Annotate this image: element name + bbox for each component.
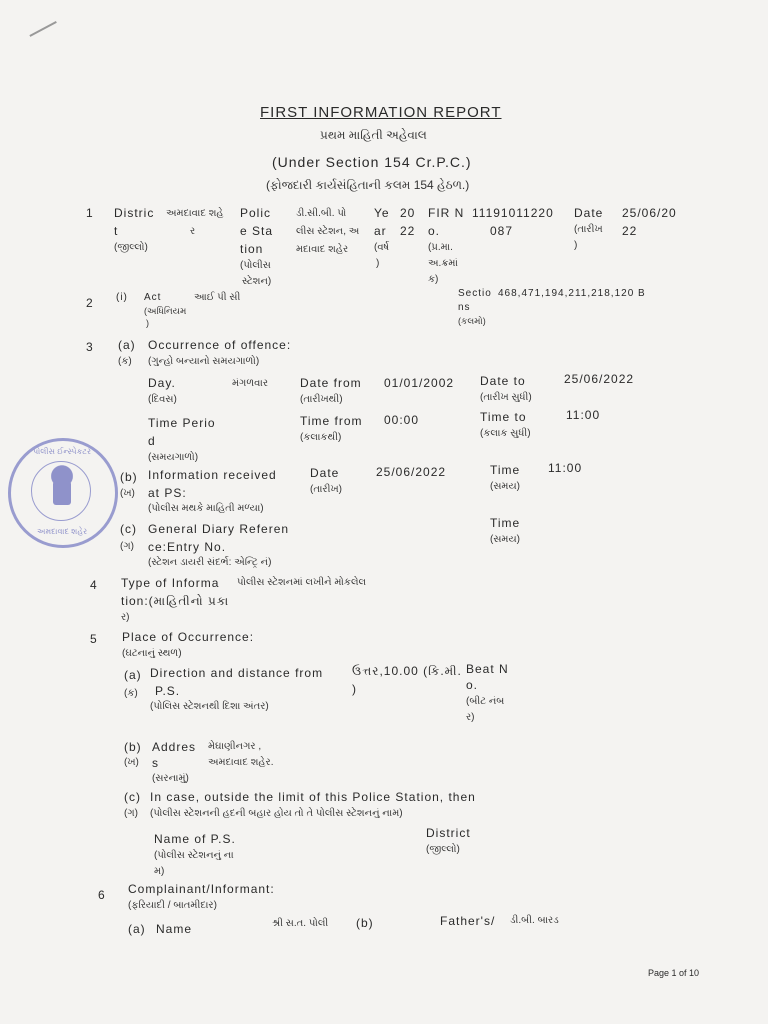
diary-reference-label: General Diary Referen bbox=[148, 522, 290, 536]
sub-label: (c) bbox=[124, 790, 141, 804]
sub-label: (b) bbox=[124, 740, 142, 754]
info-type-label: ર) bbox=[121, 612, 130, 623]
year-label: ar bbox=[374, 224, 387, 238]
time-from-label-gu: (કલાકથી) bbox=[300, 432, 342, 443]
time-to-label: Time to bbox=[480, 410, 527, 424]
sub-label-gu: (ગ) bbox=[120, 541, 134, 552]
time-period-label-gu: (સમયગાળો) bbox=[148, 452, 199, 463]
sections-label: Sectio bbox=[458, 288, 492, 299]
row-number: 2 bbox=[86, 296, 94, 310]
sub-label-gu: (ક) bbox=[124, 688, 138, 699]
info-received-label-gu: (પોલીસ મથકે માહિતી મળ્યા) bbox=[148, 503, 264, 514]
police-seal-stamp bbox=[8, 438, 118, 548]
info-received-label: at PS: bbox=[148, 486, 187, 500]
sub-label: (a) bbox=[128, 922, 146, 936]
police-station-value: લીસ સ્ટેશન, અ bbox=[296, 226, 360, 237]
sub-label-gu: (ખ) bbox=[124, 757, 139, 768]
time-from-label: Time from bbox=[300, 414, 363, 428]
sub-label-gu: (ગ) bbox=[124, 808, 138, 819]
direction-label-gu: (પોલિસ સ્ટેશનથી દિશા અંતર) bbox=[150, 701, 269, 712]
info-received-label: Information received bbox=[148, 468, 277, 482]
day-label-gu: (દિવસ) bbox=[148, 394, 177, 405]
fir-no-label: FIR N bbox=[428, 206, 465, 220]
received-time-value: 11:00 bbox=[548, 461, 583, 475]
time-period-label: Time Perio bbox=[148, 416, 216, 430]
fir-no-value: 087 bbox=[490, 224, 514, 238]
direction-value: ઉત્તર,10.00 (કિ.મી. bbox=[352, 664, 462, 678]
direction-label: Direction and distance from bbox=[150, 666, 324, 680]
section-subtitle-gujarati: (ફોજદારી કાર્યસંહિતાની કલમ 154 હેઠળ.) bbox=[266, 178, 470, 192]
seal-text: પોલીસ ઈન્સ્પેકટર bbox=[33, 447, 92, 456]
year-label: Ye bbox=[374, 206, 390, 220]
ps-name-label: Name of P.S. bbox=[154, 832, 236, 846]
pen-mark bbox=[29, 21, 56, 36]
address-label-gu: (સરનામું) bbox=[152, 773, 189, 784]
date-to-label: Date to bbox=[480, 374, 526, 388]
diary-time-label: Time bbox=[490, 516, 521, 530]
date-from-label: Date from bbox=[300, 376, 362, 390]
section-subtitle: (Under Section 154 Cr.P.C.) bbox=[272, 154, 472, 170]
info-type-label: Type of Informa bbox=[121, 576, 220, 590]
fir-no-label-gu: (પ્ર.મા. bbox=[428, 242, 453, 253]
date-label-gu: (તારીખ bbox=[574, 224, 603, 235]
sections-label: ns bbox=[458, 302, 471, 313]
year-label-gu: ) bbox=[376, 258, 380, 269]
row-number: 6 bbox=[98, 888, 106, 902]
district-label-gu: (જીલ્લો) bbox=[114, 242, 148, 253]
occurrence-label-gu: (ગુન્હો બન્યાનો સમયગાળો) bbox=[148, 356, 260, 367]
beat-no-label-gu: (બીટ નંબ bbox=[466, 696, 505, 707]
received-time-label: Time bbox=[490, 463, 521, 477]
outside-limit-label-gu: (પોલીસ સ્ટેશનની હદની બહાર હોય તો તે પોલીસ સ્ટેશનનું નામ) bbox=[150, 808, 403, 819]
sub-label: (c) bbox=[120, 522, 137, 536]
beat-no-label: Beat N bbox=[466, 662, 509, 676]
fir-no-label-gu: અ.ક્રમાં bbox=[428, 258, 458, 269]
name-label: Name bbox=[156, 922, 193, 936]
fir-no-label-gu: ક) bbox=[428, 274, 439, 285]
emblem-icon bbox=[45, 463, 79, 507]
year-value: 20 bbox=[400, 206, 416, 220]
page-number: Page 1 of 10 bbox=[648, 968, 700, 978]
row-number: 3 bbox=[86, 340, 94, 354]
sub-label: (b) bbox=[120, 470, 138, 484]
act-label-gu: (અધિનિયમ bbox=[144, 306, 187, 316]
direction-label: P.S. bbox=[155, 684, 181, 698]
fir-no-value: 11191011220 bbox=[472, 206, 554, 220]
diary-reference-label-gu: (સ્ટેશન ડાયરી સંદર્ભ: એન્ટ્રિ નં) bbox=[148, 557, 272, 568]
received-date-label-gu: (તારીખ) bbox=[310, 484, 342, 495]
father-name-label: Father's/ bbox=[440, 914, 496, 928]
beat-no-label: o. bbox=[466, 678, 479, 692]
act-label-gu: ) bbox=[146, 318, 149, 328]
name-value: શ્રી સ.ત. પોલી bbox=[272, 918, 329, 929]
ps-name-label-gu: (પોલીસ સ્ટેશનનું ના bbox=[154, 850, 234, 861]
district-label: District bbox=[426, 826, 471, 840]
act-value: આઈ પી સી bbox=[194, 292, 241, 303]
police-station-label: tion bbox=[240, 242, 264, 256]
district-label-gu: (જીલ્લો) bbox=[426, 844, 460, 855]
father-name-value: ડી.બી. બારડ bbox=[510, 915, 559, 926]
sub-label: (b) bbox=[356, 916, 374, 930]
year-value: 22 bbox=[400, 224, 416, 238]
outside-limit-label: In case, outside the limit of this Police Station, then bbox=[150, 790, 476, 804]
time-to-label-gu: (કલાક સુધી) bbox=[480, 428, 531, 439]
diary-time-label-gu: (સમય) bbox=[490, 534, 521, 545]
page-title: FIRST INFORMATION REPORT bbox=[260, 104, 502, 121]
date-to-value: 25/06/2022 bbox=[564, 372, 635, 386]
district-label: Distric bbox=[114, 206, 155, 220]
time-from-value: 00:00 bbox=[384, 413, 420, 427]
ps-name-label-gu: મ) bbox=[154, 866, 165, 877]
police-station-label-gu: (પોલીસ bbox=[240, 260, 271, 271]
complainant-label: Complainant/Informant: bbox=[128, 882, 275, 896]
day-label: Day. bbox=[148, 376, 176, 390]
address-label: Addres bbox=[152, 740, 197, 754]
occurrence-label: Occurrence of offence: bbox=[148, 338, 292, 352]
date-from-value: 01/01/2002 bbox=[384, 376, 455, 390]
district-value: અમદાવાદ શહે bbox=[166, 208, 224, 219]
received-date-value: 25/06/2022 bbox=[376, 465, 447, 479]
title-gujarati: પ્રથમ માહિતી અહેવાલ bbox=[320, 128, 427, 142]
time-period-label: d bbox=[148, 434, 156, 448]
sub-label-gu: (ક) bbox=[118, 356, 132, 367]
district-label: t bbox=[114, 224, 119, 238]
date-label: Date bbox=[574, 206, 604, 220]
police-station-label: e Sta bbox=[240, 224, 274, 238]
fir-no-label: o. bbox=[428, 224, 441, 238]
sub-label: (i) bbox=[116, 292, 128, 303]
police-station-label-gu: સ્ટેશન) bbox=[242, 276, 272, 287]
district-value: ર bbox=[190, 226, 196, 237]
date-to-label-gu: (તારીખ સુધી) bbox=[480, 392, 532, 403]
place-label-gu: (ઘટનાનું સ્થળ) bbox=[122, 648, 182, 659]
police-station-value: મદાવાદ શહેર bbox=[296, 244, 349, 255]
date-label-gu: ) bbox=[574, 240, 578, 251]
date-value: 25/06/20 bbox=[622, 206, 677, 220]
sections-label-gu: (કલમો) bbox=[458, 316, 486, 326]
address-value: અમદાવાદ શહેર. bbox=[208, 757, 274, 768]
received-date-label: Date bbox=[310, 466, 340, 480]
seal-text: અમદાવાદ શહેર bbox=[37, 527, 88, 536]
police-station-value: ડી.સી.બી. પો bbox=[296, 208, 347, 219]
info-type-label: tion:(માહિતીનો પ્રકા bbox=[121, 594, 230, 608]
info-type-value: પોલીસ સ્ટેશનમાં લખીને મોકલેલ bbox=[237, 577, 367, 588]
row-number: 4 bbox=[90, 578, 98, 592]
sub-label: (a) bbox=[118, 338, 136, 352]
row-number: 5 bbox=[90, 632, 98, 646]
row-number: 1 bbox=[86, 206, 94, 220]
sub-label: (a) bbox=[124, 668, 142, 682]
place-label: Place of Occurrence: bbox=[122, 630, 255, 644]
year-label-gu: (વર્ષ bbox=[374, 242, 390, 253]
sub-label-gu: (ખ) bbox=[120, 488, 135, 499]
date-from-label-gu: (તારીખથી) bbox=[300, 394, 343, 405]
police-station-label: Polic bbox=[240, 206, 272, 220]
date-value: 22 bbox=[622, 224, 638, 238]
direction-value: ) bbox=[352, 682, 357, 696]
diary-reference-label: ce:Entry No. bbox=[148, 540, 227, 554]
beat-no-label-gu: ર) bbox=[466, 712, 475, 723]
address-value: મેઘાણીનગર , bbox=[208, 741, 262, 752]
complainant-label-gu: (ફરિયાદી / બાતમીદાર) bbox=[128, 900, 217, 911]
received-time-label-gu: (સમય) bbox=[490, 481, 521, 492]
address-label: s bbox=[152, 756, 159, 770]
time-to-value: 11:00 bbox=[566, 408, 601, 422]
sections-value: 468,471,194,211,218,120 B bbox=[498, 288, 646, 299]
day-value: મંગળવાર bbox=[232, 378, 269, 389]
act-label: Act bbox=[144, 292, 162, 303]
